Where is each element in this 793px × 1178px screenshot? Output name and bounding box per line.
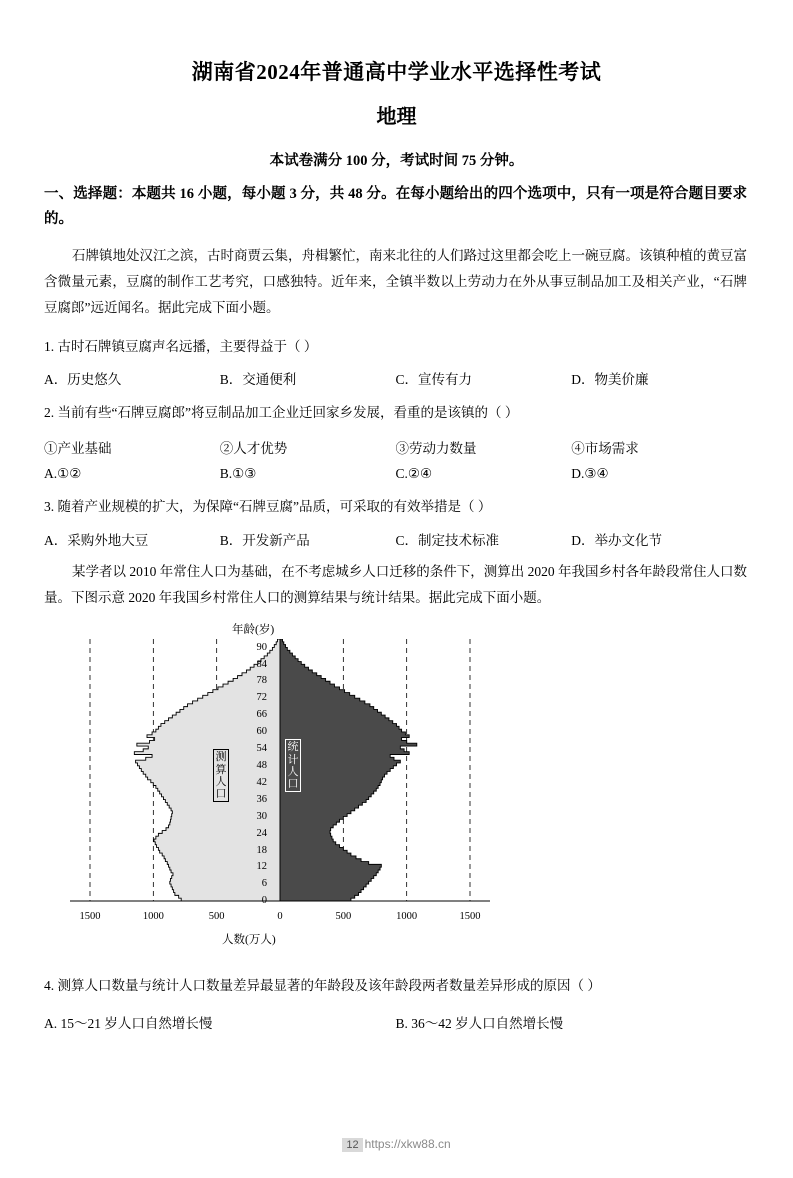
watermark-url: https://xkw88.cn bbox=[364, 1137, 451, 1151]
y-tick: 78 bbox=[256, 675, 267, 687]
option-3b[interactable]: B．开发新产品 bbox=[219, 532, 310, 548]
option-1d[interactable]: D．物美价廉 bbox=[571, 372, 649, 388]
page-title: 湖南省2024年普通高中学业水平选择性考试 bbox=[191, 60, 602, 84]
y-tick: 24 bbox=[256, 827, 267, 839]
y-tick: 30 bbox=[256, 810, 267, 822]
subitem-4: ④市场需求 bbox=[571, 440, 639, 456]
y-tick: 36 bbox=[256, 793, 267, 805]
question-2-subitems bbox=[0, 437, 793, 457]
question-3-options bbox=[0, 529, 793, 549]
x-tick: 0 bbox=[277, 911, 283, 923]
y-tick: 6 bbox=[261, 878, 267, 890]
series-label-measured: 测 算 人 口 bbox=[213, 749, 229, 802]
option-2b[interactable]: B.①③ bbox=[219, 465, 257, 481]
x-tick: 500 bbox=[335, 911, 352, 923]
question-4-options bbox=[0, 1012, 793, 1032]
pyramid-plot bbox=[70, 639, 490, 909]
question-1-options bbox=[0, 368, 793, 388]
series-label-statistical: 统 计 人 口 bbox=[285, 739, 301, 792]
question-4-stem: 4. 测算人口数量与统计人口数量差异最显著的年龄段及该年龄段两者数量差异形成的原因（ ） bbox=[44, 978, 601, 994]
question-3-stem: 3. 随着产业规模的扩大，为保障“石牌豆腐”品质，可采取的有效举措是（ ） bbox=[44, 498, 492, 514]
question-1-stem: 1. 古时石牌镇豆腐声名远播，主要得益于（ ） bbox=[44, 338, 318, 354]
x-tick: 1000 bbox=[142, 911, 164, 923]
y-tick: 72 bbox=[256, 692, 267, 704]
option-3d[interactable]: D．举办文化节 bbox=[571, 532, 662, 548]
option-4a[interactable]: A. 15～21 岁人口自然增长慢 bbox=[44, 1015, 213, 1031]
question-2-options bbox=[0, 466, 793, 482]
y-tick: 42 bbox=[256, 776, 267, 788]
y-tick: 18 bbox=[256, 844, 267, 856]
y-tick: 84 bbox=[256, 658, 267, 670]
y-tick: 48 bbox=[256, 760, 267, 771]
population-pyramid-figure bbox=[0, 619, 793, 959]
option-1c[interactable]: C．宣传有力 bbox=[395, 372, 473, 388]
section-heading: 一、选择题：本题共 16 小题，每小题 3 分，共 48 分。在每小题给出的四个选项中，只有一项是符合题目要求的。 bbox=[44, 186, 747, 228]
y-tick: 0 bbox=[261, 895, 267, 907]
subitem-2: ②人才优势 bbox=[219, 440, 288, 456]
option-3a[interactable]: A．采购外地大豆 bbox=[44, 532, 149, 548]
exam-page bbox=[0, 56, 793, 1178]
option-2c[interactable]: C.②④ bbox=[395, 465, 433, 481]
option-2d[interactable]: D.③④ bbox=[571, 465, 609, 481]
option-2a[interactable]: A.①② bbox=[44, 465, 82, 481]
y-tick: 54 bbox=[256, 743, 267, 755]
y-tick: 90 bbox=[256, 641, 267, 653]
x-tick: 500 bbox=[208, 911, 225, 923]
page-footer bbox=[0, 1137, 793, 1152]
y-tick: 66 bbox=[256, 709, 267, 721]
page-number: 12 bbox=[342, 1138, 362, 1152]
y-tick: 60 bbox=[256, 726, 267, 738]
subitem-1: ①产业基础 bbox=[44, 440, 112, 456]
x-tick: 1500 bbox=[459, 911, 481, 923]
x-tick: 1000 bbox=[396, 911, 418, 923]
chart-y-axis-title: 年龄(岁) bbox=[232, 624, 275, 637]
chart-y-tick-labels bbox=[243, 639, 267, 909]
option-1a[interactable]: A．历史悠久 bbox=[44, 372, 122, 388]
option-3c[interactable]: C．制定技术标准 bbox=[395, 532, 500, 548]
question-2-stem: 2. 当前有些“石牌豆腐郎”将豆制品加工企业迁回家乡发展，看重的是该镇的（ ） bbox=[44, 405, 519, 421]
y-tick: 12 bbox=[256, 861, 267, 873]
subject-title: 地理 bbox=[376, 106, 417, 128]
option-1b[interactable]: B．交通便利 bbox=[219, 372, 297, 388]
passage-2: 某学者以 2010 年常住人口为基础，在不考虑城乡人口迁移的条件下，测算出 2020 年我国乡村各年龄段常住人口数量。下图示意 2020 年我国乡村常住人口的测算结果与统计结果。据此完成下面小题。 bbox=[44, 563, 747, 605]
subitem-3: ③劳动力数量 bbox=[395, 440, 477, 456]
chart-x-axis-title: 人数(万人) bbox=[222, 934, 276, 947]
exam-info: 本试卷满分 100 分，考试时间 75 分钟。 bbox=[269, 153, 524, 169]
option-4b[interactable]: B. 36～42 岁人口自然增长慢 bbox=[395, 1015, 564, 1031]
passage-1: 石牌镇地处汉江之滨，古时商贾云集，舟楫繁忙，南来北往的人们路过这里都会吃上一碗豆腐。该镇种植的黄豆富含微量元素，豆腐的制作工艺考究，口感独特。近年来，全镇半数以上劳动力在外从事豆制品加工及相关产业，“石牌豆腐郎”远近闻名。据此完成下面小题。 bbox=[44, 247, 747, 316]
x-tick: 1500 bbox=[79, 911, 101, 923]
